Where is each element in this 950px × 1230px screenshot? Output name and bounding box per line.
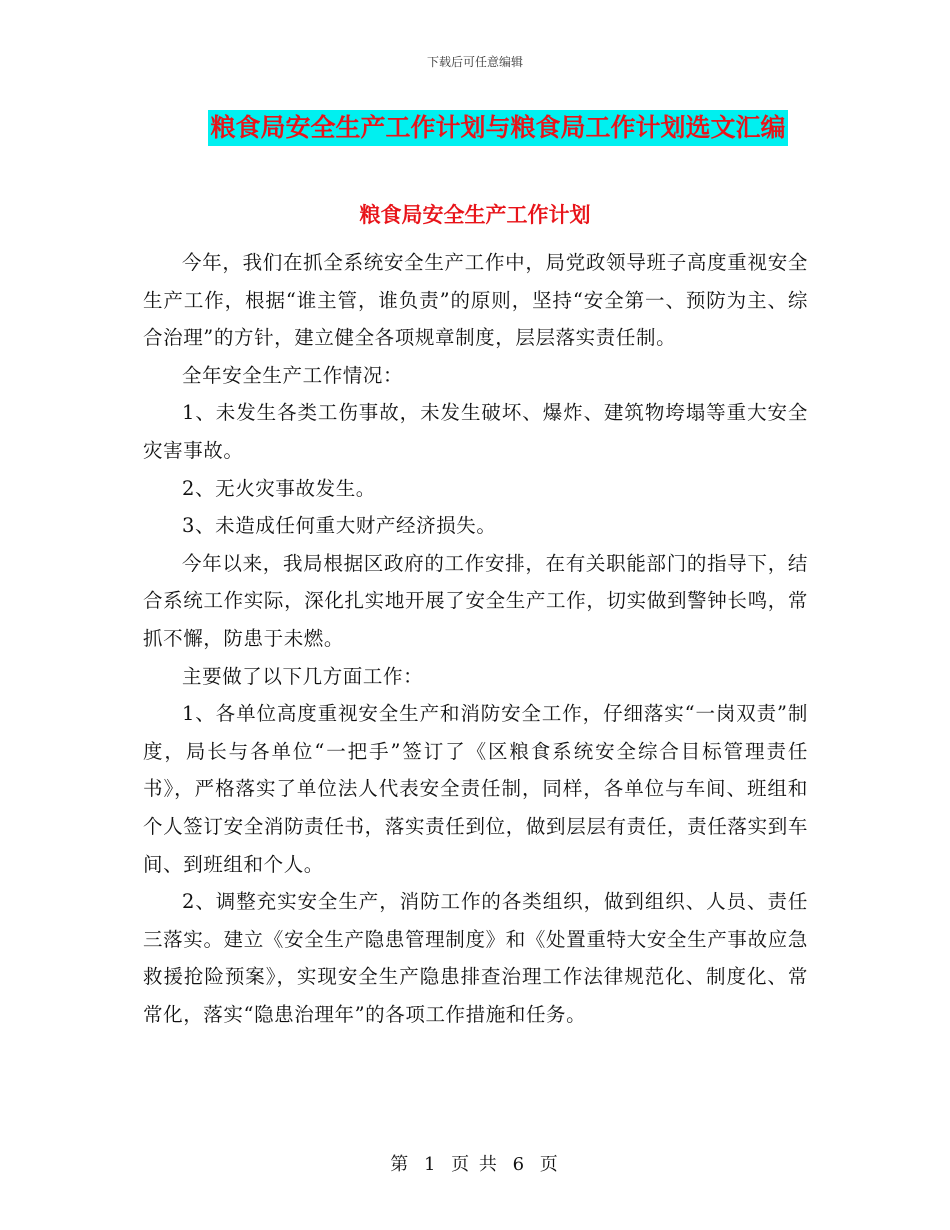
- section-title: 粮食局安全生产工作计划: [359, 203, 591, 227]
- page-mid: 页 共: [451, 1154, 499, 1175]
- paragraph: 主要做了以下几方面工作：: [182, 664, 424, 688]
- main-title: 粮食局安全生产工作计划与粮食局工作计划选文汇编: [208, 110, 787, 146]
- main-title-container: [0, 110, 950, 146]
- page-current: 1: [423, 1154, 438, 1175]
- paragraph: 2、调整充实安全生产，消防工作的各类组织，做到组织、人员、责任三落实。建立《安全生产隐患管理制度》和《处置重特大安全生产事故应急救援抢险预案》，实现安全生产隐患排查治理工作法律规范化、制度化、常常化，落实“隐患治理年”的各项工作措施和任务。: [143, 890, 808, 1026]
- paragraph: 1、各单位高度重视安全生产和消防安全工作，仔细落实“一岗双责”制度，局长与各单位“一把手”签订了《区粮食系统安全综合目标管理责任书》，严格落实了单位法人代表安全责任制，同样，各单位与车间、班组和个人签订安全消防责任书，落实责任到位，做到层层有责任，责任落实到车间、到班组和个人。: [143, 702, 808, 876]
- paragraph: 今年，我们在抓全系统安全生产工作中，局党政领导班子高度重视安全生产工作，根据“谁主管，谁负责”的原则，坚持“安全第一、预防为主、综合治理”的方针，建立健全各项规章制度，层层落实责任制。: [143, 251, 808, 350]
- paragraph: 2、无火灾事故发生。: [182, 476, 376, 500]
- document-body: [143, 244, 808, 1033]
- header-note: 下载后可任意编辑: [426, 55, 523, 69]
- paragraph: 3、未造成任何重大财产经济损失。: [182, 514, 497, 538]
- page-footer: [0, 1150, 950, 1176]
- paragraph: 1、未发生各类工伤事故，未发生破坏、爆炸、建筑物垮塌等重大安全灾害事故。: [143, 401, 808, 462]
- page-suffix: 页: [539, 1154, 560, 1175]
- page-total: 6: [512, 1154, 527, 1175]
- page-prefix: 第: [390, 1154, 411, 1175]
- paragraph: 全年安全生产工作情况：: [182, 363, 404, 387]
- paragraph: 今年以来，我局根据区政府的工作安排，在有关职能部门的指导下，结合系统工作实际，深化扎实地开展了安全生产工作，切实做到警钟长鸣，常抓不懈，防患于未燃。: [143, 551, 808, 650]
